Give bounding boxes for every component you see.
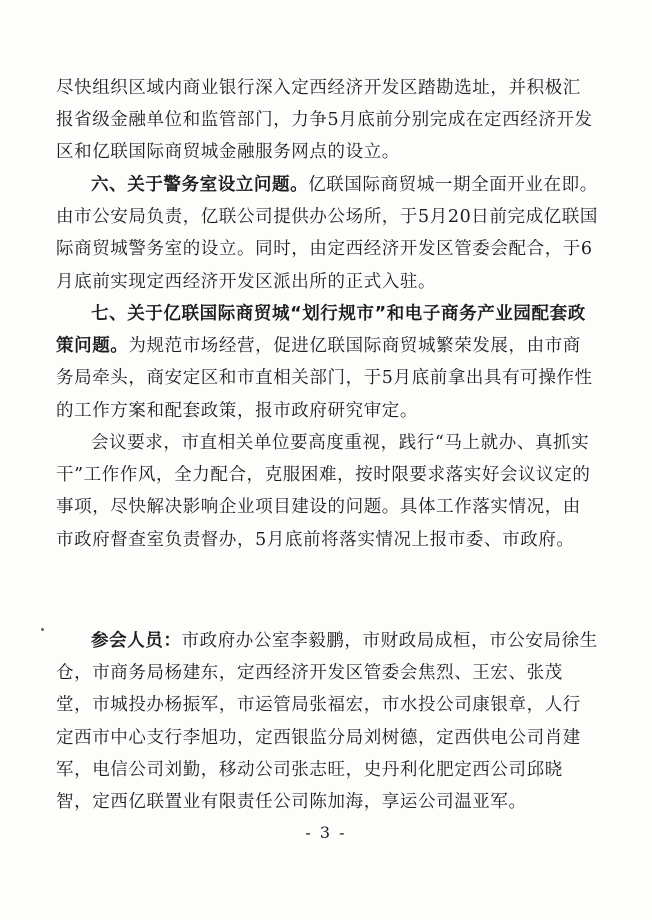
paragraph-meeting-requirements xyxy=(56,427,598,556)
paragraph-section-6 xyxy=(56,169,598,298)
paragraph-text: 会议要求，市直相关单位要高度重视，践行“马上就办、真抓实干”工作作风，全力配合，克服困难，按时限要求落实好会议议定的事项，尽快解决影响企业项目建设的问题。具体工作落实情况，由市政府督查室负责督办，5月底前将落实情况上报市委、市政府。 xyxy=(56,433,591,550)
paragraph-attendees xyxy=(56,625,598,818)
section-heading: 七、关于亿联国际商贸城“划行规市”和电子商务产业园配套政策问题。 xyxy=(56,304,586,357)
paragraph-text: 亿联国际商贸城一期全面开业在即。由市公安局负责，亿联公司提供办公场所，于5月20日前完成亿联国际商贸城警务室的设立。同时，由定西经济开发区管委会配合，于6月底前实现定西经济开发区派出所的正式入驻。 xyxy=(56,175,598,292)
attendees-label: 参会人员： xyxy=(91,631,182,651)
paragraph-section-7 xyxy=(56,298,598,427)
paragraph-text: 为规范市场经营，促进亿联国际商贸城繁荣发展，由市商务局牵头，商安定区和市直相关部门，于5月底前拿出具有可操作性的工作方案和配套政策，报市政府研究审定。 xyxy=(56,336,593,421)
page-number: - 3 - xyxy=(305,823,347,842)
attendees-list: 市政府办公室李毅鹏，市财政局成桓，市公安局徐生仓，市商务局杨建东，定西经济开发区管委会焦烈、王宏、张茂堂，市城投办杨振军，市运管局张福宏，市水投公司康银章，人行定西市中心支行李旭功，定西银监分局刘树德，定西供电公司肖建军，电信公司刘勤，移动公司张志旺，史丹利化肥定西公司邱晓智，定西亿联置业有限责任公司陈加海，享运公司温亚军。 xyxy=(56,631,598,813)
scan-speck xyxy=(41,628,44,631)
paragraph-text: 尽快组织区域内商业银行深入定西经济开发区踏勘选址，并积极汇报省级金融单位和监管部门，力争5月底前分别完成在定西经济开发区和亿联国际商贸城金融服务网点的设立。 xyxy=(56,78,593,163)
section-heading: 六、关于警务室设立问题。 xyxy=(91,175,309,195)
paragraph-continuation xyxy=(56,72,598,169)
